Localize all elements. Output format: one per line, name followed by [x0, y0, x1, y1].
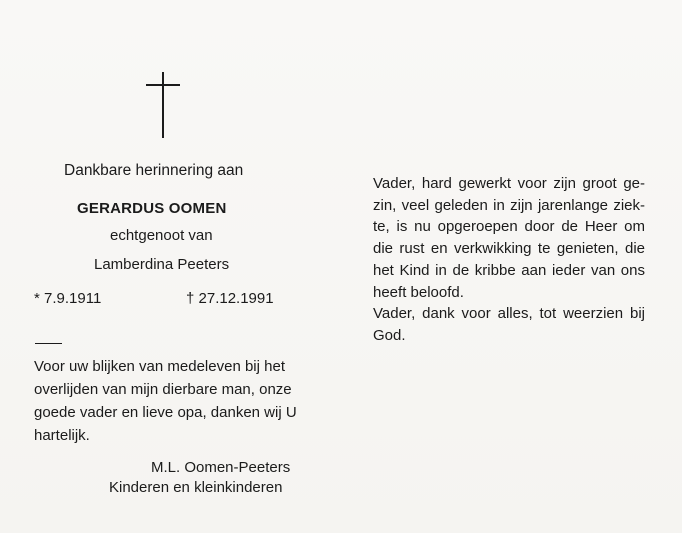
spouse-relation: echtgenoot van [110, 227, 213, 244]
divider [35, 343, 62, 344]
poem-paragraph [373, 173, 645, 347]
poem-line: te, is nu opgeroepen door de Heer om [373, 218, 645, 236]
poem-line: die rust en verkwikking te genieten, die [373, 240, 645, 258]
death-date: † 27.12.1991 [186, 290, 274, 307]
signature-family: Kinderen en kleinkinderen [109, 479, 283, 496]
signature-name: M.L. Oomen-Peeters [151, 459, 291, 476]
thanks-line: Voor uw blijken van medeleven bij het [34, 358, 285, 375]
poem-line: Vader, hard gewerkt voor zijn groot ge- [373, 175, 645, 192]
poem-line: heeft beloofd. [373, 283, 464, 301]
poem-line: zin, veel geleden in zijn jarenlange ziek- [373, 196, 645, 214]
thanks-paragraph [34, 355, 304, 447]
birth-date: * 7.9.1911 [34, 290, 102, 307]
thanks-line: overlijden van mijn dierbare man, onze [34, 381, 292, 398]
poem-line: Vader, dank voor alles, tot weerzien bij [373, 305, 645, 323]
intro-text: Dankbare herinnering aan [64, 162, 244, 179]
cross-icon [146, 72, 180, 138]
deceased-name: GERARDUS OOMEN [77, 200, 227, 217]
poem-line: het Kind in de kribbe aan ieder van ons [373, 261, 645, 279]
thanks-line: goede vader en lieve opa, danken wij U [34, 404, 297, 421]
thanks-line: hartelijk. [34, 427, 90, 444]
poem-line: God. [373, 326, 406, 344]
spouse-name: Lamberdina Peeters [94, 256, 230, 273]
